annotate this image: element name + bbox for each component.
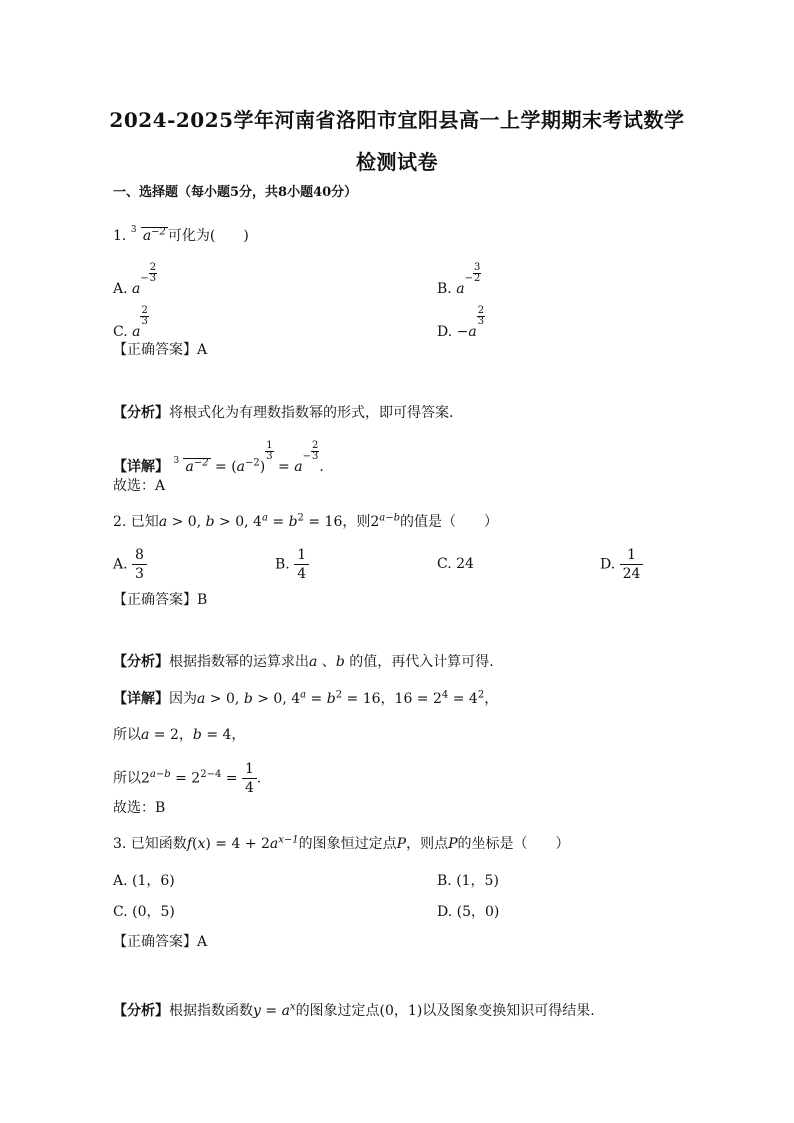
q1-option-b: B. a − $\frac{3}{2}$ bbox=[437, 262, 481, 297]
q2-detail: 【详解】因为a > 0, b > 0, $4^a = b^2 = 16$，$16 = 2^4 = 4^2$， bbox=[113, 689, 499, 707]
q2-option-a: A. $\frac{8}{3}$ bbox=[113, 546, 147, 583]
q1-analysis: 【分析】将根式化为有理数指数幂的形式，即可得答案. bbox=[113, 405, 454, 421]
q1-answer: 【正确答案】A bbox=[113, 342, 208, 358]
q2-conclusion: 故选：B bbox=[113, 800, 166, 816]
q3-analysis: 【分析】根据指数函数$y = a^x$的图象过定点(0，1)以及图象变换知识可得结果. bbox=[113, 1001, 595, 1019]
q2-option-d: D. $\frac{1}{24}$ bbox=[600, 546, 643, 583]
q3-option-d: D. (5，0) bbox=[437, 904, 500, 920]
q1-stem: 1. 3 $a^{-2}$ 可化为( ) bbox=[113, 225, 249, 244]
q1-radical: 3 $a^{-2}$ bbox=[130, 225, 166, 244]
title-line-2: 检测试卷 bbox=[356, 150, 438, 174]
q1-option-d: D. −a $\frac{2}{3}$ bbox=[437, 305, 485, 340]
q2-option-c: C. 24 bbox=[437, 556, 474, 572]
q3-option-c: C. (0，5) bbox=[113, 904, 175, 920]
q2-answer: 【正确答案】B bbox=[113, 592, 208, 608]
q2-option-b: B. $\frac{1}{4}$ bbox=[275, 546, 309, 583]
q2-so-result: 所以$2^{a-b} = 2^{2-4}$ = $\frac{1}{4}$ . bbox=[113, 761, 262, 796]
q2-stem: 2. 已知a > 0, b > 0, $4^a = b^2 = 16$，则$2^{a-b}$的值是（ ） bbox=[113, 512, 499, 530]
q2-so-values: 所以a = 2，b = 4， bbox=[113, 727, 246, 743]
q3-answer: 【正确答案】A bbox=[113, 934, 208, 950]
q1-option-c: C. a $\frac{2}{3}$ bbox=[113, 305, 148, 340]
title-line-1: 2024-2025学年河南省洛阳市宜阳县高一上学期期末考试数学 bbox=[109, 108, 685, 132]
q1-conclusion: 故选：A bbox=[113, 478, 166, 494]
q3-option-b: B. (1，5) bbox=[437, 873, 499, 889]
q1-option-a: A. a − $\frac{2}{3}$ bbox=[113, 262, 157, 297]
q3-stem: 3. 已知函数$f(x) = 4 + 2a^{x-1}$的图象恒过定点P，则点P的坐标是（ ） bbox=[113, 834, 570, 852]
q1-detail: 【详解】 3 $a^{-2} = (a^{-2})$ $\frac{1}{3}$ = a − $\frac{2}{3}$ . bbox=[113, 440, 324, 475]
q3-option-a: A. (1，6) bbox=[113, 873, 175, 889]
section-heading: 一、选择题（每小题5分，共8小题40分） bbox=[113, 185, 358, 200]
q2-analysis: 【分析】根据指数幂的运算求出a 、b 的值，再代入计算可得. bbox=[113, 654, 494, 670]
